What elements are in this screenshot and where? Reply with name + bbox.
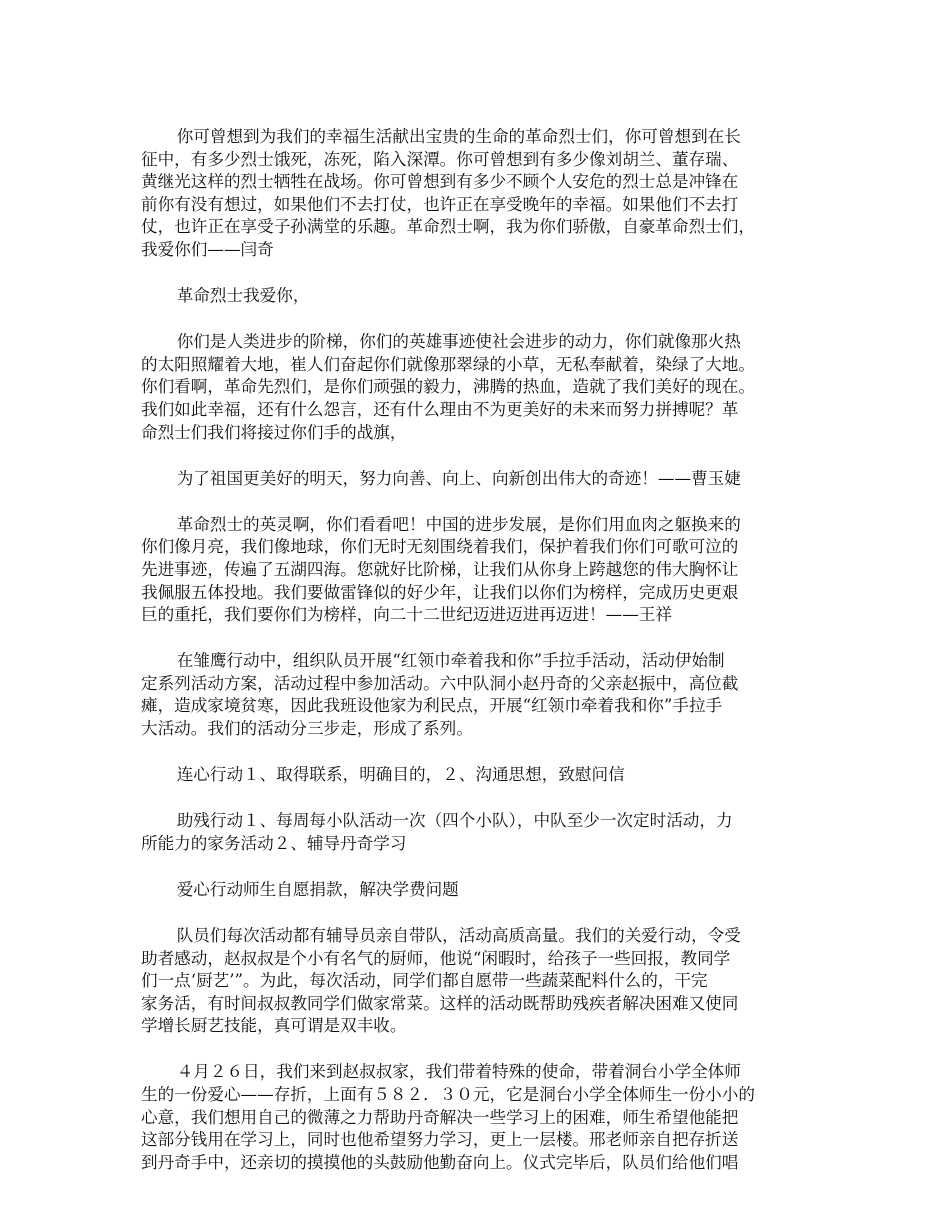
text-line: 助者感动，赵叔叔是个小有名气的厨师，他说“闲暇时，给孩子一些回报，教同学	[141, 948, 731, 968]
text-line: 所能力的家务活动２、辅导丹奇学习	[141, 833, 407, 853]
text-line: 巨的重托，我们要你们为榜样，向二十二世纪迈进迈进再迈进！——王祥	[141, 605, 672, 625]
paragraph	[141, 331, 821, 444]
text-line: 助残行动１、每周每小队活动一次（四个小队），中队至少一次定时活动，力	[176, 811, 733, 831]
document-body	[141, 126, 821, 1198]
paragraph	[141, 925, 821, 1038]
text-line: 这部分钱用在学习上，同时也他希望努力学习，更上一层楼。邢老师亲自把存折送	[141, 1130, 739, 1150]
text-line: 黄继光这样的烈士牺牲在战场。你可曾想到有多少不顾个人安危的烈士总是冲锋在	[141, 172, 739, 192]
paragraph	[141, 764, 821, 787]
text-line: 连心行动１、取得联系，明确目的，２、沟通思想，致慰问信	[176, 765, 625, 785]
text-line: 队员们每次活动都有辅导员亲自带队，活动高质高量。我们的关爱行动，令受	[176, 925, 741, 945]
text-line: 定系列活动方案，活动过程中参加活动。六中队洞小赵丹奇的父亲赵振中，高位截	[141, 673, 739, 693]
text-line: 革命烈士我爱你，	[176, 286, 310, 306]
text-line: 你们是人类进步的阶梯，你们的英雄事迹使社会进步的动力，你们就像那火热	[176, 332, 741, 352]
text-line: 革命烈士的英灵啊，你们看看吧！中国的进步发展，是你们用血肉之躯换来的	[176, 514, 741, 534]
text-line: 你们像月亮，我们像地球，你们无时无刻围绕着我们，保护着我们你们可歌可泣的	[141, 537, 739, 557]
text-line: 们一点‘厨艺’”。为此，每次活动，同学们都自愿带一些蔬菜配料什么的，干完	[141, 971, 708, 991]
text-line: 到丹奇手中，还亲切的摸摸他的头鼓励他勤奋向上。仪式完毕后，队员们给他们唱	[141, 1152, 739, 1172]
text-line: 我佩服五体投地。我们要做雷锋似的好少年，让我们以你们为榜样，完成历史更艰	[141, 582, 739, 602]
text-line: 仗，也许正在享受子孙满堂的乐趣。革命烈士啊，我为你们骄傲，自豪革命烈士们，	[141, 217, 755, 237]
paragraph	[141, 879, 821, 902]
text-line: 爱心行动师生自愿捐款，解决学费问题	[176, 879, 459, 899]
text-line: 家务活，有时间叔叔教同学们做家常菜。这样的活动既帮助残疾者解决困难又使同	[141, 993, 739, 1013]
text-line: 的太阳照耀着大地，崔人们奋起你们就像那翠绿的小草，无私奉献着，染绿了大地。	[141, 354, 755, 374]
text-line: 学增长厨艺技能，真可谓是双丰收。	[141, 1016, 407, 1036]
text-line: 大活动。我们的活动分三步走，形成了系列。	[141, 718, 473, 738]
paragraph	[141, 514, 821, 627]
text-line: 命烈士们我们将接过你们手的战旗，	[141, 422, 407, 442]
text-line: 先进事迹，传遍了五湖四海。您就好比阶梯，让我们从你身上跨越您的伟大胸怀让	[141, 559, 739, 579]
text-line: 心意，我们想用自己的微薄之力帮助丹奇解决一些学习上的困难，师生希望他能把	[141, 1107, 739, 1127]
text-line: 生的一份爱心——存折，上面有５８２．３０元，它是洞台小学全体师生一份小小的	[141, 1085, 755, 1104]
text-line: 我爱你们——闫奇	[141, 239, 274, 259]
text-line: 征中，有多少烈士饿死，冻死，陷入深潭。你可曾想到有多少像刘胡兰、董存瑞、	[141, 149, 739, 169]
text-line: 在雏鹰行动中，组织队员开展“红领巾牵着我和你”手拉手活动，活动伊始制	[176, 651, 725, 671]
paragraph	[141, 285, 821, 308]
paragraph	[141, 126, 821, 262]
text-line: 你们看啊，革命先烈们，是你们顽强的毅力，沸腾的热血，造就了我们美好的现在。	[141, 377, 755, 397]
text-line: 我们如此幸福，还有什么怨言，还有什么理由不为更美好的未来而努力拼搏呢？革	[141, 399, 739, 419]
text-line: 为了祖国更美好的明天，努力向善、向上、向新创出伟大的奇迹！——曹玉婕	[176, 468, 741, 488]
text-line: 你可曾想到为我们的幸福生活献出宝贵的生命的革命烈士们，你可曾想到在长	[176, 127, 741, 146]
paragraph	[141, 1061, 821, 1174]
paragraph	[141, 650, 821, 740]
text-line: ４月２６日，我们来到赵叔叔家，我们带着特殊的使命，带着洞台小学全体师	[176, 1062, 741, 1082]
text-line: 瘫，造成家境贫寒，因此我班设他家为利民点，开展“红领巾牵着我和你”手拉手	[141, 696, 723, 716]
paragraph	[141, 810, 821, 855]
text-line: 前你有没有想过，如果他们不去打仗，也许正在享受晚年的幸福。如果他们不去打	[141, 194, 739, 214]
paragraph	[141, 468, 821, 491]
